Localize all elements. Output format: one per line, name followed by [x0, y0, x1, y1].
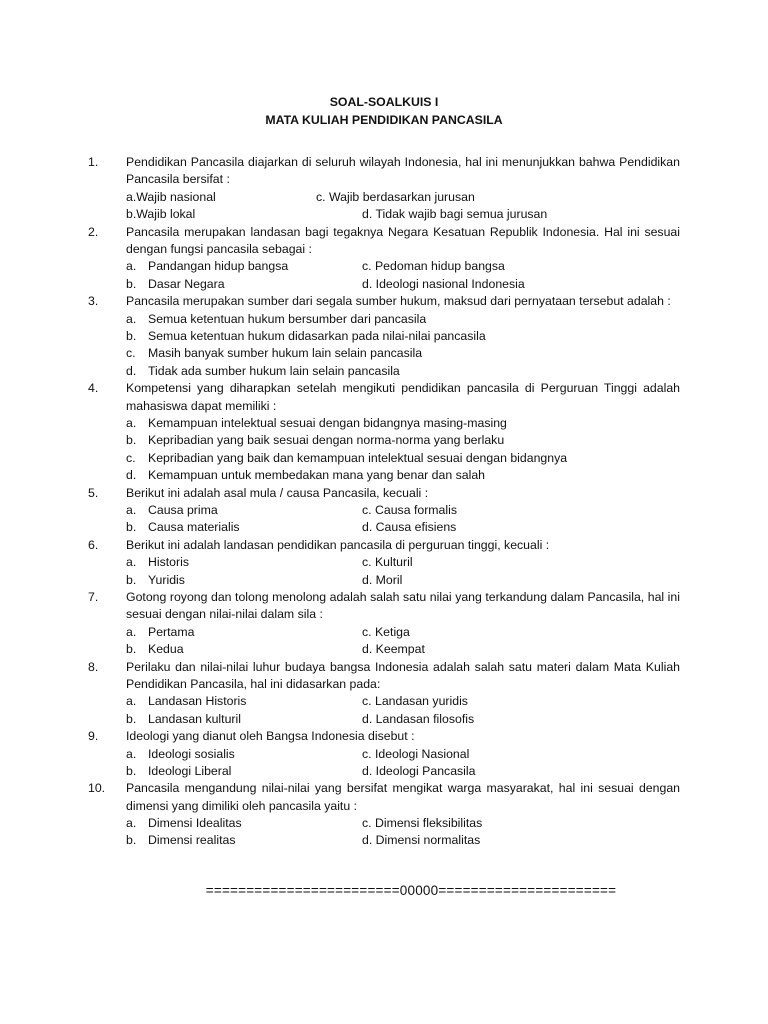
- question-number: 6.: [88, 537, 99, 552]
- option-letter: a.: [126, 624, 137, 639]
- option-letter: b.: [126, 572, 137, 587]
- answer-option: d. Keempat: [362, 642, 425, 657]
- answer-option: d. Landasan filosofis: [362, 711, 475, 726]
- answer-row: [126, 693, 680, 710]
- answer-option: [126, 641, 184, 658]
- option-text: Dimensi Idealitas: [148, 816, 242, 831]
- question-item: [88, 224, 680, 294]
- question-number: 3.: [88, 294, 99, 309]
- answer-option: c. Causa formalis: [362, 502, 457, 517]
- answer-row: [126, 832, 680, 849]
- option-letter: b.: [126, 642, 137, 657]
- option-letter: a.: [126, 746, 137, 761]
- option-letter: c.: [126, 346, 136, 361]
- course-title: MATA KULIAH PENDIDIKAN PANCASILA: [265, 113, 503, 127]
- option-text: Dimensi realitas: [148, 833, 236, 848]
- answer-option: d. Dimensi normalitas: [362, 833, 481, 848]
- answer-row: [126, 258, 680, 275]
- answer-row: [126, 189, 680, 206]
- answer-option: [126, 832, 235, 849]
- question-item: [88, 589, 680, 659]
- answer-row: [126, 746, 680, 763]
- answer-option: b.Wajib lokal: [126, 207, 196, 222]
- answer-option: [126, 363, 680, 380]
- question-list: [88, 154, 680, 850]
- question-text: Gotong royong dan tolong menolong adalah salah satu nilai yang terkandung dalam Pancasila, hal ini sesuai dengan nilai-nilai dalam sila :: [126, 589, 680, 622]
- option-text: Dasar Negara: [148, 276, 225, 291]
- option-letter: a.: [126, 259, 137, 274]
- option-text: Pandangan hidup bangsa: [148, 259, 289, 274]
- answer-option: [126, 711, 241, 728]
- question-text: Berikut ini adalah asal mula / causa Pancasila, kecuali :: [126, 485, 429, 500]
- footer-divider: ========================00000======================: [205, 883, 617, 898]
- question-item: [88, 380, 680, 484]
- option-letter: b.: [126, 763, 137, 778]
- question-text: Pendidikan Pancasila diajarkan di seluruh wilayah Indonesia, hal ini menunjukkan bahwa Pendidikan Pancasila bersifat :: [126, 155, 680, 187]
- answer-option: [126, 467, 680, 484]
- question-text: Perilaku dan nilai-nilai luhur budaya bangsa Indonesia adalah salah satu materi dalam Mata Kuliah Pendidikan Pancasila, hal ini didasarkan pada:: [126, 659, 680, 691]
- option-letter: b.: [126, 711, 137, 726]
- question-item: [88, 728, 680, 780]
- answer-row: [126, 519, 680, 536]
- option-letter: a.: [126, 415, 137, 430]
- question-number: 2.: [88, 224, 99, 239]
- answer-row: [126, 624, 680, 641]
- option-letter: b.: [126, 276, 137, 291]
- answer-row: [126, 815, 680, 832]
- answer-option: [126, 432, 680, 449]
- document-title: SOAL-SOALKUIS I: [329, 95, 439, 109]
- question-number: 1.: [88, 155, 99, 169]
- answer-option: c. Dimensi fleksibilitas: [362, 816, 483, 831]
- option-letter: b.: [126, 833, 137, 848]
- question-number: 10.: [88, 781, 106, 796]
- answer-option: [126, 276, 225, 293]
- answer-option: d. Ideologi nasional Indonesia: [362, 276, 525, 291]
- answer-row: [126, 572, 680, 589]
- option-text: Ideologi sosialis: [148, 746, 235, 761]
- answer-option: [126, 693, 246, 710]
- question-number: 9.: [88, 729, 99, 744]
- option-text: Kepribadian yang baik dan kemampuan intelektual sesuai dengan bidangnya: [148, 450, 568, 465]
- question-item: [88, 293, 680, 380]
- answer-option: [126, 519, 240, 536]
- answer-option: d. Tidak wajib bagi semua jurusan: [362, 207, 548, 222]
- answer-option: [126, 572, 185, 589]
- question-item: [88, 537, 680, 589]
- answer-row: [126, 276, 680, 293]
- answer-option: [126, 450, 680, 467]
- option-text: Kedua: [148, 642, 184, 657]
- answer-option: c. Kulturil: [362, 555, 413, 570]
- question-text: Pancasila mengandung nilai-nilai yang bersifat mengikat warga masyarakat, hal ini sesuai dengan dimensi yang dimiliki oleh pancasila yaitu :: [126, 781, 680, 813]
- option-letter: d.: [126, 468, 137, 483]
- option-text: Kepribadian yang baik sesuai dengan norma-norma yang berlaku: [148, 433, 505, 448]
- option-letter: b.: [126, 328, 137, 343]
- question-number: 5.: [88, 485, 99, 500]
- question-text: Pancasila merupakan landasan bagi tegaknya Negara Kesatuan Republik Indonesia. Hal ini sesuai dengan fungsi pancasila sebagai :: [126, 224, 680, 256]
- answer-option: [126, 415, 680, 432]
- answer-row: [126, 502, 680, 519]
- option-letter: a.: [126, 502, 137, 517]
- question-item: [88, 154, 680, 224]
- option-text: Yuridis: [148, 572, 185, 587]
- answer-option: d. Causa efisiens: [362, 520, 457, 535]
- option-letter: a.: [126, 694, 137, 709]
- answer-option: [126, 502, 218, 519]
- option-text: Semua ketentuan hukum bersumber dari pancasila: [148, 311, 427, 326]
- option-text: Causa materialis: [148, 520, 240, 535]
- option-letter: a.: [126, 816, 137, 831]
- question-item: [88, 780, 680, 850]
- answer-option: [126, 345, 680, 362]
- answer-row: [126, 554, 680, 571]
- answer-option: [126, 258, 288, 275]
- option-text: Landasan kulturil: [148, 711, 241, 726]
- option-text: Historis: [148, 555, 189, 570]
- answer-option: [126, 624, 194, 641]
- answer-option: [126, 311, 680, 328]
- option-letter: b.: [126, 433, 137, 448]
- answer-option: [126, 328, 680, 345]
- answer-option: d. Ideologi Pancasila: [362, 763, 476, 778]
- option-text: Landasan Historis: [148, 694, 247, 709]
- answer-option: a.Wajib nasional: [126, 189, 216, 204]
- option-text: Causa prima: [148, 502, 218, 517]
- question-text: Ideologi yang dianut oleh Bangsa Indonesia disebut :: [126, 729, 415, 744]
- option-letter: c.: [126, 450, 136, 465]
- answer-option: [126, 763, 231, 780]
- option-letter: a.: [126, 311, 137, 326]
- question-text: Kompetensi yang diharapkan setelah mengikuti pendidikan pancasila di Perguruan Tinggi adalah mahasiswa dapat memiliki :: [126, 381, 680, 413]
- option-text: Pertama: [148, 624, 195, 639]
- question-item: [88, 485, 680, 537]
- answer-option: [126, 554, 189, 571]
- answer-option: c. Landasan yuridis: [362, 694, 468, 709]
- answer-row: [126, 206, 680, 223]
- option-text: Ideologi Liberal: [148, 763, 232, 778]
- question-text: Berikut ini adalah landasan pendidikan pancasila di perguruan tinggi, kecuali :: [126, 537, 550, 552]
- answer-option: d. Moril: [362, 572, 403, 587]
- question-number: 7.: [88, 589, 99, 604]
- answer-row: [126, 711, 680, 728]
- answer-row: [126, 641, 680, 658]
- option-letter: a.: [126, 555, 137, 570]
- option-text: Kemampuan untuk membedakan mana yang benar dan salah: [148, 468, 486, 483]
- question-number: 4.: [88, 381, 99, 396]
- question-text: Pancasila merupakan sumber dari segala sumber hukum, maksud dari pernyataan tersebut adalah :: [126, 294, 671, 309]
- answer-option: [126, 746, 235, 763]
- option-letter: b.: [126, 520, 137, 535]
- answer-option: c. Ideologi Nasional: [362, 746, 470, 761]
- answer-option: [126, 815, 242, 832]
- option-text: Kemampuan intelektual sesuai dengan bidangnya masing-masing: [148, 415, 507, 430]
- answer-row: [126, 763, 680, 780]
- answer-option: c. Pedoman hidup bangsa: [362, 259, 505, 274]
- question-item: [88, 659, 680, 729]
- option-text: Masih banyak sumber hukum lain selain pancasila: [148, 346, 423, 361]
- option-text: Tidak ada sumber hukum lain selain pancasila: [148, 363, 400, 378]
- option-text: Semua ketentuan hukum didasarkan pada nilai-nilai pancasila: [148, 328, 486, 343]
- answer-option: c. Wajib berdasarkan jurusan: [316, 189, 475, 204]
- question-number: 8.: [88, 659, 99, 674]
- option-letter: d.: [126, 363, 137, 378]
- answer-option: c. Ketiga: [362, 624, 410, 639]
